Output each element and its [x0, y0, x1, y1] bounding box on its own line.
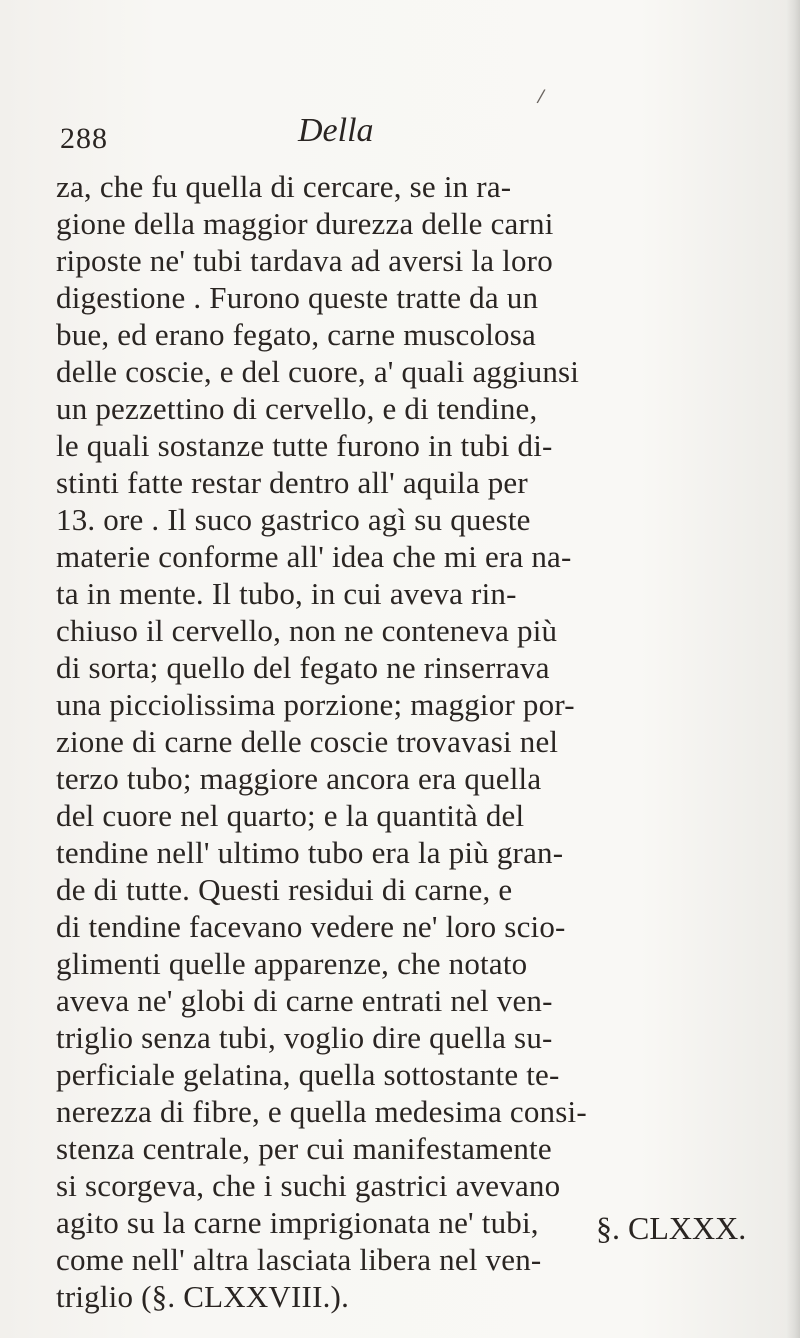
text-line: digestione . Furono queste tratte da un	[56, 280, 539, 315]
text-line: tendine nell' ultimo tubo era la più gran-	[56, 835, 564, 870]
text-line: agito su la carne imprigionata ne' tubi,	[56, 1205, 539, 1240]
catchword: §. CLXXX.	[596, 1210, 747, 1246]
running-head: Della	[298, 112, 374, 149]
text-line: si scorgeva, che i suchi gastrici avevano	[56, 1168, 561, 1203]
text-line: glimenti quelle apparenze, che notato	[56, 946, 528, 981]
text-line: 13. ore . Il suco gastrico agì su queste	[56, 502, 531, 537]
text-line: gione della maggior durezza delle carni	[56, 206, 554, 241]
text-line: stenza centrale, per cui manifestamente	[56, 1131, 552, 1166]
text-line: triglio senza tubi, voglio dire quella su-	[56, 1020, 553, 1055]
text-line: delle coscie, e del cuore, a' quali aggiunsi	[56, 354, 580, 389]
text-line: triglio (§. CLXXVIII.).	[56, 1279, 350, 1314]
page-header	[60, 112, 760, 166]
text-line: una picciolissima porzione; maggior por-	[56, 687, 575, 722]
text-line: aveva ne' globi di carne entrati nel ven-	[56, 983, 553, 1018]
text-line: nerezza di fibre, e quella medesima consi-	[56, 1094, 587, 1129]
text-line: terzo tubo; maggiore ancora era quella	[56, 761, 542, 796]
text-line: ta in mente. Il tubo, in cui aveva rin-	[56, 576, 517, 611]
stray-pen-mark: /	[535, 85, 547, 108]
text-line: stinti fatte restar dentro all' aquila per	[56, 465, 528, 500]
text-line: de di tutte. Questi residui di carne, e	[56, 872, 513, 907]
text-line: bue, ed erano fegato, carne muscolosa	[56, 317, 536, 352]
text-line: za, che fu quella di cercare, se in ra-	[56, 169, 512, 204]
page-edge-shadow	[786, 0, 800, 1338]
text-line: perficiale gelatina, quella sottostante te-	[56, 1057, 560, 1092]
text-line: materie conforme all' idea che mi era na-	[56, 539, 572, 574]
text-line: un pezzettino di cervello, e di tendine,	[56, 391, 538, 426]
text-line: del cuore nel quarto; e la quantità del	[56, 798, 525, 833]
text-line: riposte ne' tubi tardava ad aversi la loro	[56, 243, 553, 278]
text-line: chiuso il cervello, non ne conteneva più	[56, 613, 558, 648]
text-line: le quali sostanze tutte furono in tubi di-	[56, 428, 553, 463]
text-line: di tendine facevano vedere ne' loro scio-	[56, 909, 566, 944]
text-line: di sorta; quello del fegato ne rinserrava	[56, 650, 550, 685]
text-line: come nell' altra lasciata libera nel ven-	[56, 1242, 542, 1277]
text-line: zione di carne delle coscie trovavasi nel	[56, 724, 559, 759]
body-text	[56, 168, 746, 1315]
page-number: 288	[60, 122, 108, 155]
